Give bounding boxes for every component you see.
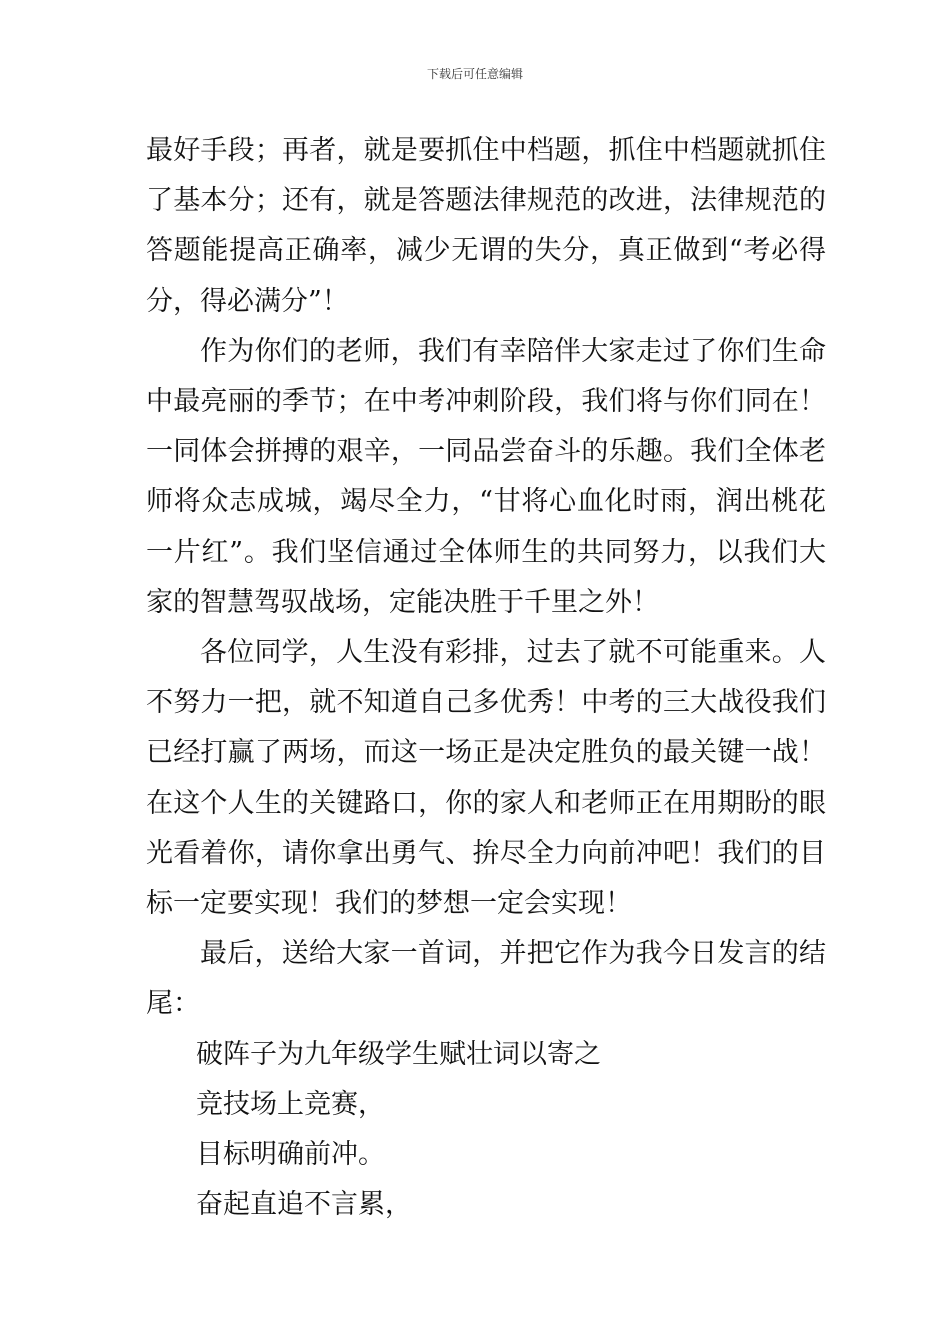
- page-header-note: 下载后可任意编辑: [426, 67, 523, 81]
- poem-line: 奋起直追不言累，: [196, 1189, 412, 1221]
- poem-block: [146, 1030, 826, 1231]
- paragraph-3: 各位同学，人生没有彩排，过去了就不可能重来。人不努力一把，就不知道自己多优秀！中考的三大战役我们已经打赢了两场，而这一场正是决定胜负的最关键一战！在这个人生的关键路口，你的家人和老师正在用期盼的眼光看着你，请你拿出勇气、拚尽全力向前冲吧！我们的目标一定要实现！我们的梦想一定会实现！: [146, 637, 826, 920]
- document-body: [146, 126, 826, 1230]
- poem-line: 竞技场上竞赛，: [196, 1088, 385, 1120]
- poem-line: 目标明确前冲。: [196, 1139, 385, 1171]
- poem-title: 破阵子为九年级学生赋壮词以寄之: [196, 1038, 601, 1070]
- paragraph-2: 作为你们的老师，我们有幸陪伴大家走过了你们生命中最亮丽的季节；在中考冲刺阶段，我们将与你们同在！一同体会拼搏的艰辛，一同品尝奋斗的乐趣。我们全体老师将众志成城，竭尽全力，“甘将心血化时雨，润出桃花一片红”。我们坚信通过全体师生的共同努力，以我们大家的智慧驾驭战场，定能决胜于千里之外！: [146, 335, 826, 618]
- paragraph-1: 最好手段；再者，就是要抓住中档题，抓住中档题就抓住了基本分；还有，就是答题法律规范的改进，法律规范的答题能提高正确率，减少无谓的失分，真正做到“考必得分，得必满分”！: [146, 135, 826, 317]
- paragraph-4: 最后，送给大家一首词，并把它作为我今日发言的结尾：: [146, 938, 826, 1020]
